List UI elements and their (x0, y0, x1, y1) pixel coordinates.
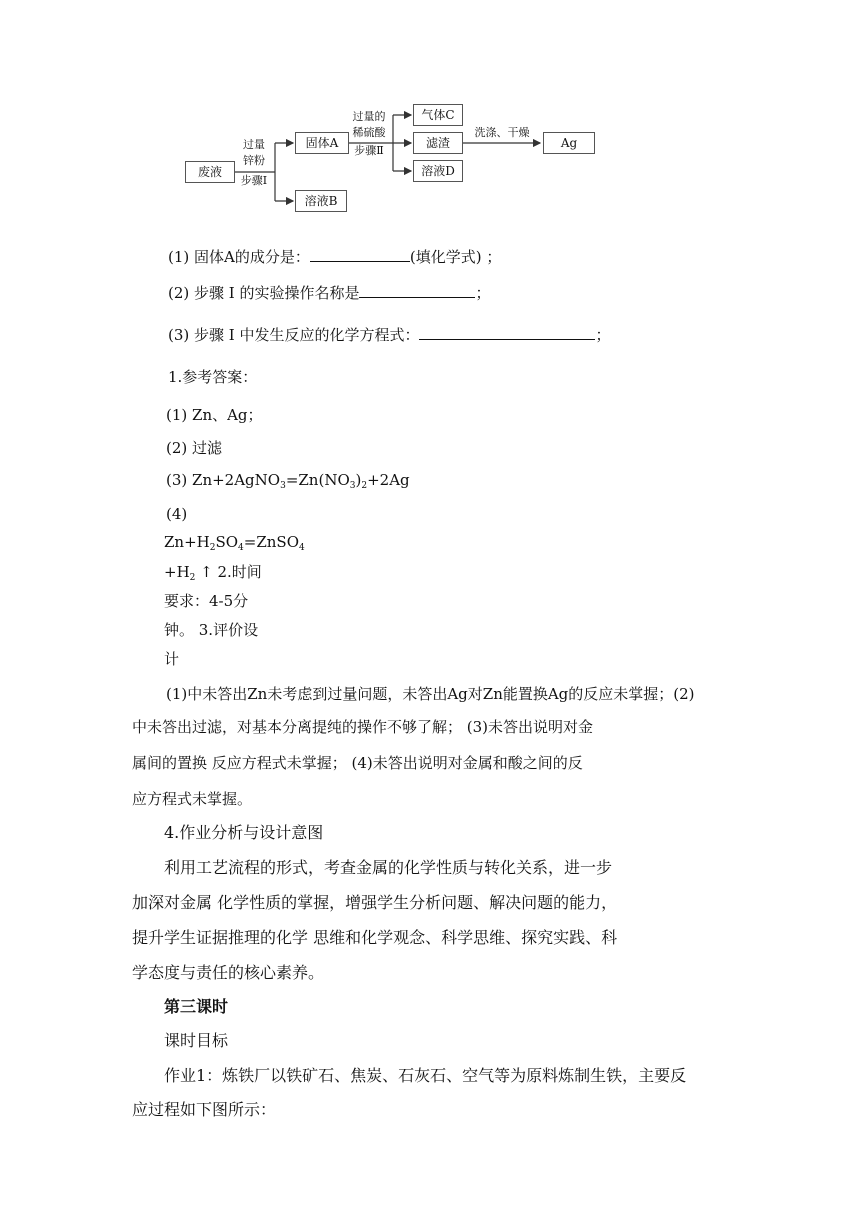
analysis-line1: 利用工艺流程的形式，考查金属的化学性质与转化关系，进一步 (164, 858, 613, 877)
answer-4-equation (164, 533, 305, 553)
question-2 (168, 282, 491, 303)
subscript: 4 (299, 543, 305, 553)
step2-label-line3: 步骤Ⅱ (354, 144, 384, 157)
evaluation-line3: 属间的置换 反应方程式未掌握； (4)未答出说明对金属和酸之间的反 (132, 754, 583, 772)
evaluation-line2: 中未答出过滤，对基本分离提纯的操作不够了解； (3)未答出说明对金 (132, 718, 594, 736)
answer-4-label: (4) (166, 505, 188, 523)
answer-blank-3 (419, 325, 595, 340)
question-2-text: (2) 步骤 Ⅰ 的实验操作名称是 (168, 284, 360, 302)
time-requirement-line1: 要求：4-5分 (164, 592, 249, 610)
waste-box: 废液 (185, 161, 235, 183)
subscript: 2 (209, 543, 216, 553)
evaluation-line1: (1)中未答出Zn未考虑到过量问题，未答出Ag对Zn能置换Ag的反应未掌握；(2) (166, 685, 695, 703)
question-1-text: (1) 固体A的成分是： (168, 248, 310, 266)
gas-c-box: 气体C (413, 104, 463, 126)
solid-a-box: 固体A (295, 132, 349, 154)
answer-4-part: +H (164, 563, 190, 581)
question-3-text: (3) 步骤 Ⅰ 中发生反应的化学方程式： (168, 326, 420, 344)
answers-title: 1.参考答案： (168, 368, 258, 386)
analysis-title: 4.作业分析与设计意图 (164, 823, 324, 842)
subscript: 4 (238, 543, 244, 553)
solution-b-box: 溶液B (295, 190, 347, 212)
solution-d-box: 溶液D (413, 160, 463, 182)
step2-label-line1: 过量的 (352, 110, 386, 123)
answer-3-part: +2Ag (367, 471, 410, 489)
analysis-line3: 提升学生证据推理的化学 思维和化学观念、科学思维、探究实践、科 (132, 928, 618, 947)
time-requirement-line2: 钟。 3.评价设 (164, 621, 259, 639)
process-flow-diagram (180, 98, 600, 218)
lesson3-heading (164, 994, 228, 1017)
question-1-suffix: (填化学式) ； (409, 248, 502, 266)
answer-blank-1 (310, 247, 410, 262)
answer-blank-2 (359, 283, 475, 298)
lesson3-goal: 课时目标 (164, 1031, 229, 1050)
residue-box: 滤渣 (413, 132, 463, 154)
answer-2: (2) 过滤 (166, 439, 223, 457)
step1-label-line1: 过量 (243, 138, 265, 151)
answer-4-part: SO (215, 533, 239, 551)
step2-label-line2: 稀硫酸 (352, 126, 386, 139)
subscript: 3 (349, 481, 356, 491)
step1-label-line3: 步骤Ⅰ (240, 174, 268, 187)
subscript: 2 (189, 573, 196, 583)
wash-dry-label: 洗涤、干燥 (474, 126, 530, 139)
homework1-line1: 作业1：炼铁厂以铁矿石、焦炭、石灰石、空气等为原料炼制生铁，主要反 (164, 1066, 687, 1085)
answer-3 (166, 471, 410, 491)
evaluation-line4: 应方程式未掌握。 (132, 790, 253, 808)
homework1-line2: 应过程如下图所示： (132, 1100, 277, 1119)
answer-4-part: =ZnSO (243, 533, 300, 551)
question-3-suffix: ； (595, 326, 611, 344)
question-3 (168, 324, 611, 345)
analysis-line2: 加深对金属 化学性质的掌握，增强学生分析问题、解决问题的能力， (132, 893, 618, 912)
answer-4-part: Zn+H (164, 533, 210, 551)
step1-label-line2: 锌粉 (243, 154, 265, 167)
subscript: 3 (280, 481, 286, 491)
ag-box: Ag (543, 132, 595, 154)
time-requirement-line3: 计 (164, 650, 180, 668)
answer-4-part: ↑ 2.时间 (195, 563, 262, 581)
question-1 (168, 246, 501, 267)
question-2-suffix: ； (475, 284, 491, 302)
answer-3-part: ) (355, 471, 362, 489)
lesson3-heading-text: 第三课时 (164, 997, 229, 1016)
answer-1: (1) Zn、Ag； (166, 406, 263, 424)
answer-3-part: =Zn(NO (285, 471, 350, 489)
answer-3-part: (3) Zn+2AgNO (166, 471, 281, 489)
analysis-line4: 学态度与责任的核心素养。 (132, 963, 325, 982)
answer-4-equation-line2 (164, 561, 262, 583)
subscript: 2 (361, 481, 368, 491)
